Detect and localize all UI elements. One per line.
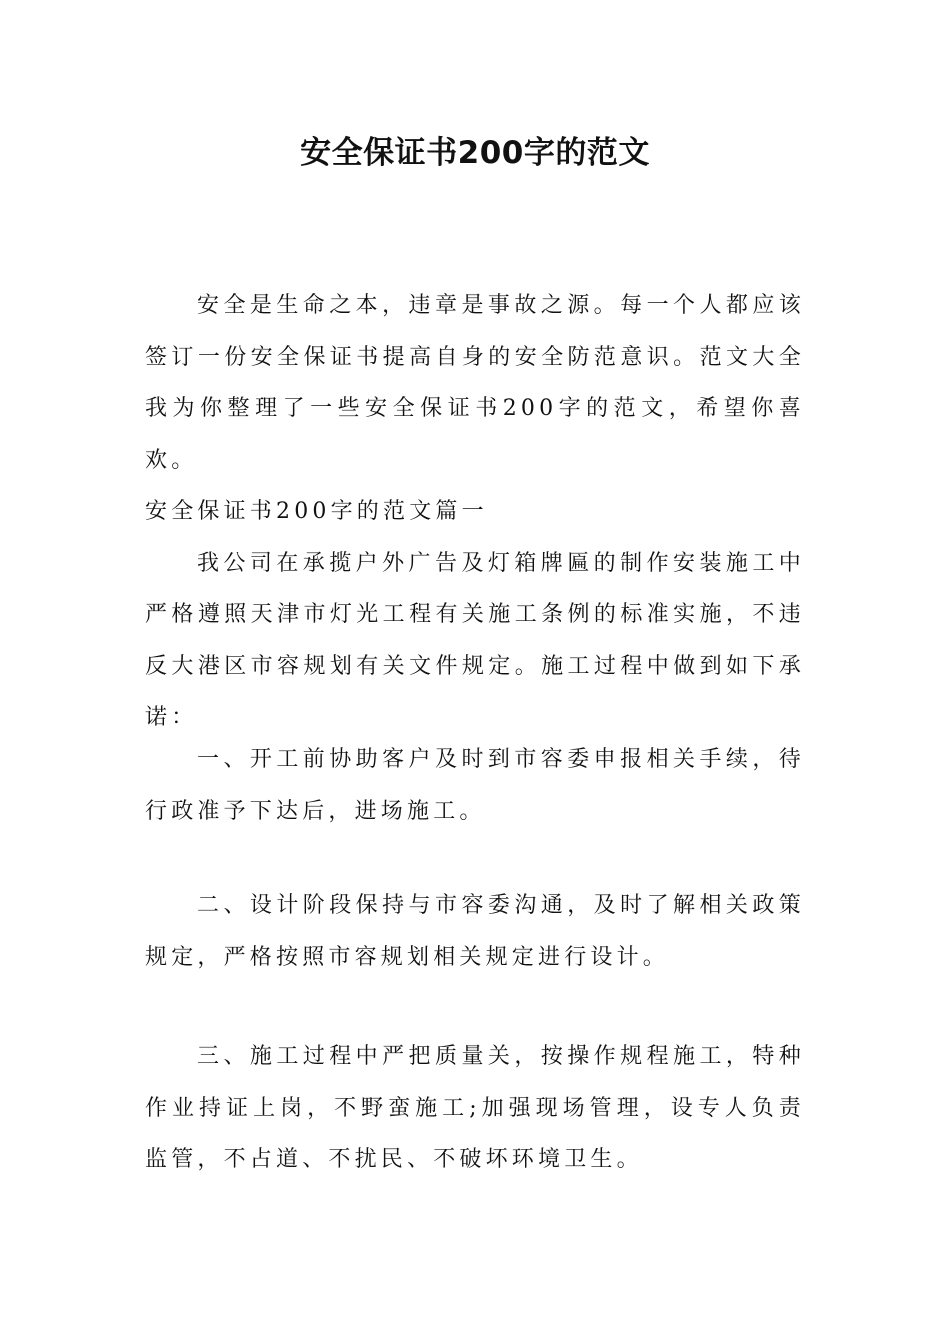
commitment-item-text: 三、施工过程中严把质量关，按操作规程施工，特种作业持证上岗，不野蛮施工;加强现场管理，设专人负责监管，不占道、不扰民、不破坏环境卫生。 <box>145 1044 805 1172</box>
commitment-intro-paragraph: 我公司在承揽户外广告及灯箱牌匾的制作安装施工中严格遵照天津市灯光工程有关施工条例的标准实施，不违反大港区市容规划有关文件规定。施工过程中做到如下承诺： <box>145 550 805 730</box>
intro-section <box>145 280 805 744</box>
commitment-item-1 <box>145 734 805 837</box>
commitment-item-2 <box>145 880 805 983</box>
document-title: 安全保证书200字的范文 <box>300 135 650 171</box>
commitment-item-3 <box>145 1031 805 1186</box>
commitment-item-text: 一、开工前协助客户及时到市容委申报相关手续，待行政准予下达后，进场施工。 <box>145 747 805 824</box>
commitment-item-text: 二、设计阶段保持与市容委沟通，及时了解相关政策规定，严格按照市容规划相关规定进行设计。 <box>145 893 805 970</box>
section-heading: 安全保证书200字的范文篇一 <box>145 499 488 524</box>
intro-paragraph: 安全是生命之本，违章是事故之源。每一个人都应该签订一份安全保证书提高自身的安全防范意识。范文大全我为你整理了一些安全保证书200字的范文，希望你喜欢。 <box>145 293 805 473</box>
